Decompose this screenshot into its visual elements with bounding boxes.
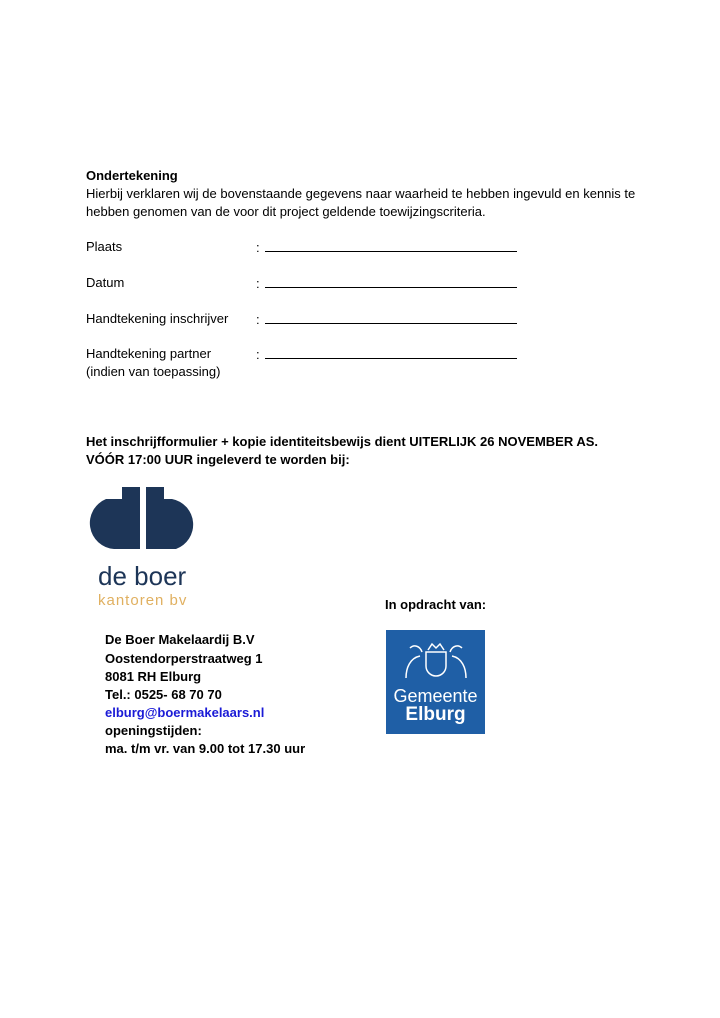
gemeente-elburg-logo xyxy=(386,630,485,734)
field-partner[interactable] xyxy=(256,346,517,362)
intro-line-2: hebben genomen van de voor dit project geldende toewijzingscriteria. xyxy=(86,204,486,219)
logo-line-1: Gemeente xyxy=(393,686,478,706)
deadline-line-2: VÓÓR 17:00 UUR ingeleverd te worden bij: xyxy=(86,452,350,467)
field-datum[interactable] xyxy=(256,275,517,291)
agent-email-link[interactable]: elburg@boermakelaars.nl xyxy=(105,705,265,720)
de-boer-logo xyxy=(86,487,206,612)
intro-line-1: Hierbij verklaren wij de bovenstaande gegevens naar waarheid te hebben ingevuld en kennis te xyxy=(86,186,636,201)
colon: : xyxy=(256,240,260,255)
field-label-inschrijver: Handtekening inschrijver xyxy=(86,311,229,326)
agent-phone: Tel.: 0525- 68 70 70 xyxy=(105,687,222,702)
field-plaats[interactable] xyxy=(256,239,517,255)
db-monogram-icon xyxy=(86,487,206,551)
field-inschrijver[interactable] xyxy=(256,311,517,327)
agent-city: 8081 RH Elburg xyxy=(105,669,202,684)
commission-label: In opdracht van: xyxy=(385,597,487,612)
agent-street: Oostendorperstraatweg 1 xyxy=(105,651,263,666)
signature-line[interactable] xyxy=(265,311,517,324)
coat-of-arms-icon xyxy=(396,638,476,682)
logo-sub: kantoren bv xyxy=(98,592,188,609)
agent-hours: ma. t/m vr. van 9.00 tot 17.30 uur xyxy=(105,741,306,756)
signature-line[interactable] xyxy=(265,346,517,359)
colon: : xyxy=(256,347,260,362)
agent-hours-label: openingstijden: xyxy=(105,723,202,738)
colon: : xyxy=(256,276,260,291)
deadline-line-1: Het inschrijfformulier + kopie identiteitsbewijs dient UITERLIJK 26 NOVEMBER AS. xyxy=(86,434,599,449)
logo-line-2: Elburg xyxy=(405,704,466,725)
field-label-datum: Datum xyxy=(86,275,125,290)
field-label-plaats: Plaats xyxy=(86,239,123,254)
agent-name: De Boer Makelaardij B.V xyxy=(105,632,255,647)
field-label-partner-sub: (indien van toepassing) xyxy=(86,364,221,379)
colon: : xyxy=(256,312,260,327)
signature-line[interactable] xyxy=(265,275,517,288)
field-label-partner: Handtekening partner xyxy=(86,346,212,361)
signing-heading: Ondertekening xyxy=(86,168,178,183)
logo-name: de boer xyxy=(98,561,187,591)
signature-line[interactable] xyxy=(265,239,517,252)
